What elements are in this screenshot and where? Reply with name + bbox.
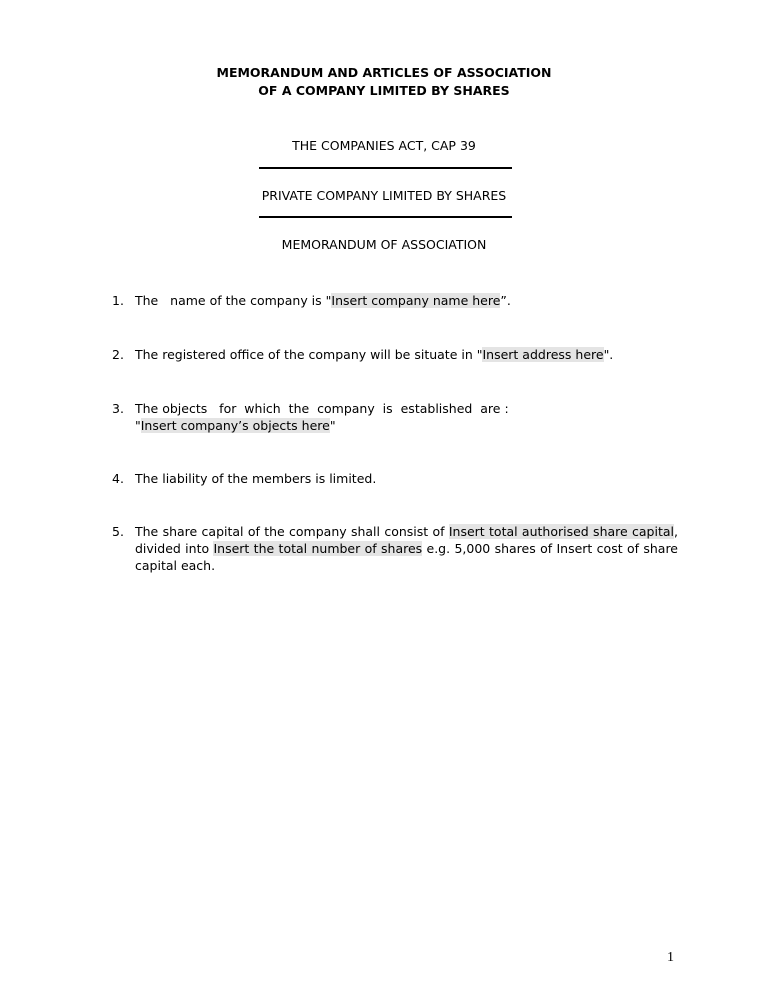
clause-text: The objects for which the company is established are : <box>135 401 509 416</box>
clause-number: 3. <box>112 401 124 416</box>
clause-text-3: e.g. 5,000 shares of Insert cost of share capital each. <box>135 541 679 573</box>
share-capital-placeholder[interactable]: Insert total authorised share capital <box>448 524 674 539</box>
clause-5 <box>112 523 678 574</box>
clause-text-2: , divided into <box>135 524 678 556</box>
clause-2 <box>112 346 678 363</box>
clause-number: 4. <box>112 471 124 486</box>
clause-text: The share capital of the company shall consist of <box>135 524 449 539</box>
clause-text-end: ”. <box>500 293 511 308</box>
clause-text: The name of the company is " <box>135 293 332 308</box>
clause-text: The liability of the members is limited. <box>135 471 377 486</box>
document-title <box>0 64 768 100</box>
address-placeholder[interactable]: Insert address here <box>482 347 604 362</box>
objects-placeholder[interactable]: Insert company’s objects here <box>140 418 330 433</box>
clause-1 <box>112 292 678 309</box>
clause-text-open-quote: " <box>135 418 141 433</box>
section-heading: MEMORANDUM OF ASSOCIATION <box>281 237 487 252</box>
clause-number: 5. <box>112 524 124 539</box>
clause-text-close-quote: " <box>329 418 336 433</box>
title-line-1: MEMORANDUM AND ARTICLES OF ASSOCIATION <box>216 65 552 80</box>
clause-number: 2. <box>112 347 124 362</box>
clause-number: 1. <box>112 293 124 308</box>
title-line-2: OF A COMPANY LIMITED BY SHARES <box>258 83 510 98</box>
clause-3 <box>112 400 678 434</box>
number-of-shares-placeholder[interactable]: Insert the total number of shares <box>213 541 423 556</box>
clause-text-end: ". <box>603 347 614 362</box>
divider-bottom <box>259 216 512 218</box>
company-name-placeholder[interactable]: Insert company name here <box>331 293 501 308</box>
clause-4 <box>112 470 678 487</box>
company-type-heading: PRIVATE COMPANY LIMITED BY SHARES <box>261 188 507 203</box>
act-heading: THE COMPANIES ACT, CAP 39 <box>292 138 476 153</box>
page-number: 1 <box>667 950 674 965</box>
divider-top <box>259 167 512 169</box>
clause-text: The registered office of the company will be situate in " <box>135 347 483 362</box>
